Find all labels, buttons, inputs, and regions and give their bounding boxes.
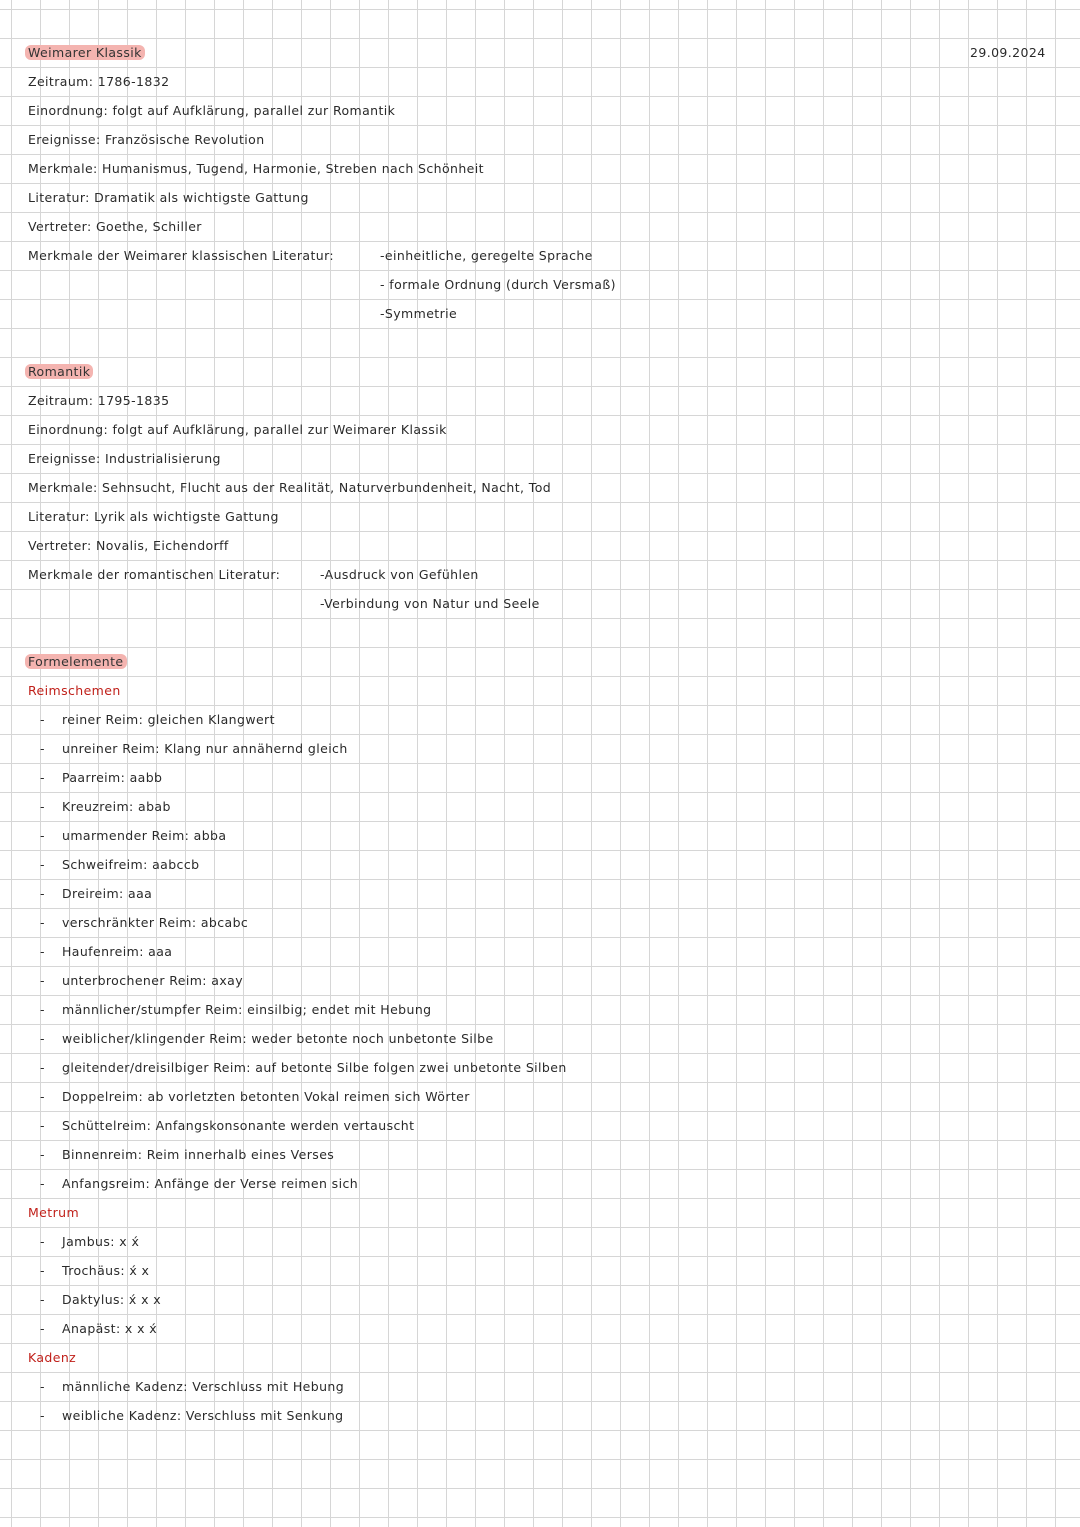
romantik-lit-label: Merkmale der romantischen Literatur: [28,567,281,582]
subsection-metrum: Metrum [28,1205,80,1220]
list-item: - umarmender Reim: abba [40,828,227,843]
list-item: - Jambus: x x́ [40,1234,140,1249]
date: 29.09.2024 [970,45,1046,60]
list-item: - verschränkter Reim: abcabc [40,915,249,930]
list-item: - gleitender/dreisilbiger Reim: auf betonte Silbe folgen zwei unbetonte Silben [40,1060,567,1075]
weimar-row: Zeitraum: 1786-1832 [28,74,170,89]
list-item: - weiblicher/klingender Reim: weder betonte noch unbetonte Silbe [40,1031,494,1046]
subsection-reimschemen: Reimschemen [28,683,121,698]
list-item: - Kreuzreim: abab [40,799,171,814]
section-title-formelemente: Formelemente [28,654,127,670]
list-item: - Schüttelreim: Anfangskonsonante werden vertauscht [40,1118,415,1133]
weimar-row: Vertreter: Goethe, Schiller [28,219,202,234]
list-item: - Binnenreim: Reim innerhalb eines Verses [40,1147,335,1162]
list-item: - unterbrochener Reim: axay [40,973,243,988]
list-item: - männlicher/stumpfer Reim: einsilbig; endet mit Hebung [40,1002,432,1017]
weimar-lit-item: -Symmetrie [380,306,458,321]
list-item: - Dreireim: aaa [40,886,153,901]
weimar-lit-item: - formale Ordnung (durch Versmaß) [380,277,616,292]
weimar-row: Ereignisse: Französische Revolution [28,132,265,147]
weimar-row: Einordnung: folgt auf Aufklärung, parallel zur Romantik [28,103,396,118]
romantik-lit-item: -Verbindung von Natur und Seele [320,596,540,611]
romantik-row: Einordnung: folgt auf Aufklärung, parallel zur Weimarer Klassik [28,422,447,437]
weimar-lit-label: Merkmale der Weimarer klassischen Literatur: [28,248,335,263]
list-item: - männliche Kadenz: Verschluss mit Hebung [40,1379,345,1394]
list-item: - reiner Reim: gleichen Klangwert [40,712,275,727]
list-item: - Trochäus: x́ x [40,1263,150,1278]
weimar-lit-item: -einheitliche, geregelte Sprache [380,248,593,263]
section-title-romantik: Romantik [28,364,93,380]
list-item: - Daktylus: x́ x x [40,1292,162,1307]
section-title-weimar: Weimarer Klassik [28,45,145,61]
romantik-row: Literatur: Lyrik als wichtigste Gattung [28,509,279,524]
romantik-row: Merkmale: Sehnsucht, Flucht aus der Realität, Naturverbundenheit, Nacht, Tod [28,480,552,495]
list-item: - Haufenreim: aaa [40,944,173,959]
romantik-row: Zeitraum: 1795-1835 [28,393,170,408]
list-item: - Anfangsreim: Anfänge der Verse reimen sich [40,1176,359,1191]
weimar-row: Merkmale: Humanismus, Tugend, Harmonie, Streben nach Schönheit [28,161,484,176]
romantik-lit-item: -Ausdruck von Gefühlen [320,567,479,582]
list-item: - Paarreim: aabb [40,770,163,785]
romantik-row: Ereignisse: Industrialisierung [28,451,221,466]
list-item: - unreiner Reim: Klang nur annähernd gleich [40,741,348,756]
list-item: - Anapäst: x x x́ [40,1321,158,1336]
list-item: - Schweifreim: aabccb [40,857,200,872]
subsection-kadenz: Kadenz [28,1350,77,1365]
list-item: - Doppelreim: ab vorletzten betonten Vokal reimen sich Wörter [40,1089,470,1104]
romantik-row: Vertreter: Novalis, Eichendorff [28,538,229,553]
list-item: - weibliche Kadenz: Verschluss mit Senkung [40,1408,344,1423]
weimar-row: Literatur: Dramatik als wichtigste Gattung [28,190,309,205]
